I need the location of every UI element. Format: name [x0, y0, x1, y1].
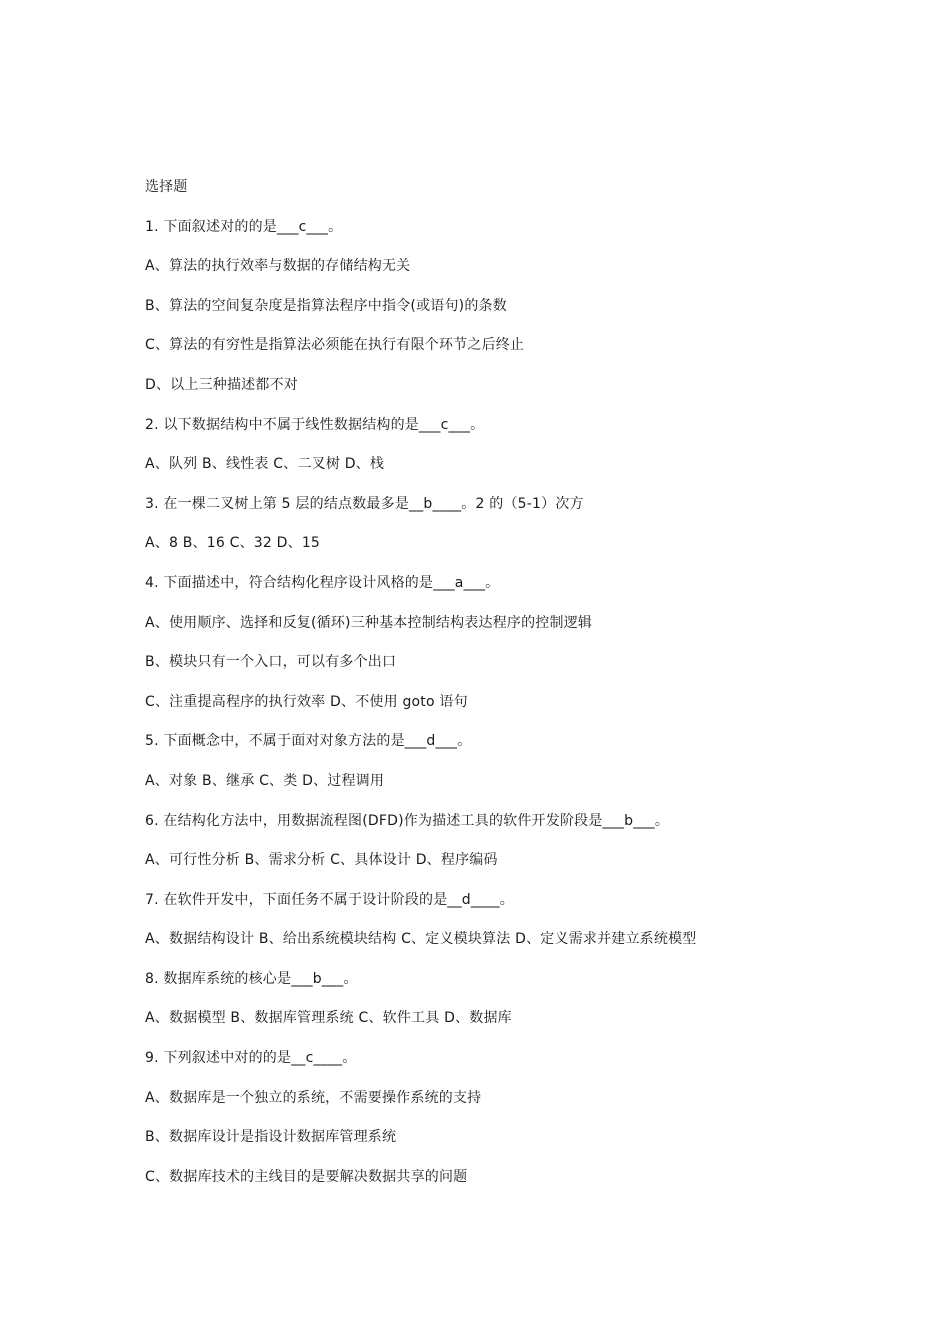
question-9-option-b: B、数据库设计是指设计数据库管理系统: [145, 1129, 397, 1146]
question-7-options: A、数据结构设计 B、给出系统模块结构 C、定义模块算法 D、定义需求并建立系统模型: [145, 931, 697, 948]
question-5: 5. 下面概念中，不属于面对对象方法的是___d___。: [145, 733, 472, 750]
question-4-option-b: B、模块只有一个入口，可以有多个出口: [145, 654, 397, 671]
question-1-option-a: A、算法的执行效率与数据的存储结构无关: [145, 258, 411, 275]
question-4: 4. 下面描述中，符合结构化程序设计风格的是___a___。: [145, 574, 500, 591]
question-2: 2. 以下数据结构中不属于线性数据结构的是___c___。: [145, 416, 485, 433]
question-1-option-b: B、算法的空间复杂度是指算法程序中指令(或语句)的条数: [145, 297, 507, 314]
question-1: 1. 下面叙述对的的是___c___。: [145, 218, 343, 235]
section-heading: 选择题: [145, 179, 188, 195]
question-4-option-c-d: C、注重提高程序的执行效率 D、不使用 goto 语句: [145, 693, 468, 710]
question-3: 3. 在一棵二叉树上第 5 层的结点数最多是__b____。2 的（5-1）次方: [145, 495, 584, 512]
question-9: 9. 下列叙述中对的的是__c____。: [145, 1050, 357, 1067]
question-9-option-c: C、数据库技术的主线目的是要解决数据共享的问题: [145, 1168, 468, 1185]
question-1-option-d: D、以上三种描述都不对: [145, 376, 298, 393]
question-7: 7. 在软件开发中，下面任务不属于设计阶段的是__d____。: [145, 891, 514, 908]
question-5-options: A、对象 B、继承 C、类 D、过程调用: [145, 772, 385, 789]
question-8: 8. 数据库系统的核心是___b___。: [145, 970, 358, 987]
question-1-option-c: C、算法的有穷性是指算法必须能在执行有限个环节之后终止: [145, 337, 525, 354]
document-body: [145, 174, 845, 1203]
question-8-options: A、数据模型 B、数据库管理系统 C、软件工具 D、数据库: [145, 1010, 512, 1027]
question-2-options: A、队列 B、线性表 C、二叉树 D、栈: [145, 456, 385, 473]
question-4-option-a: A、使用顺序、选择和反复(循环)三种基本控制结构表达程序的控制逻辑: [145, 614, 593, 631]
question-6: 6. 在结构化方法中，用数据流程图(DFD)作为描述工具的软件开发阶段是___b___。: [145, 812, 670, 829]
question-3-options: A、8 B、16 C、32 D、15: [145, 535, 321, 552]
question-6-options: A、可行性分析 B、需求分析 C、具体设计 D、程序编码: [145, 852, 498, 869]
question-9-option-a: A、数据库是一个独立的系统，不需要操作系统的支持: [145, 1089, 482, 1106]
